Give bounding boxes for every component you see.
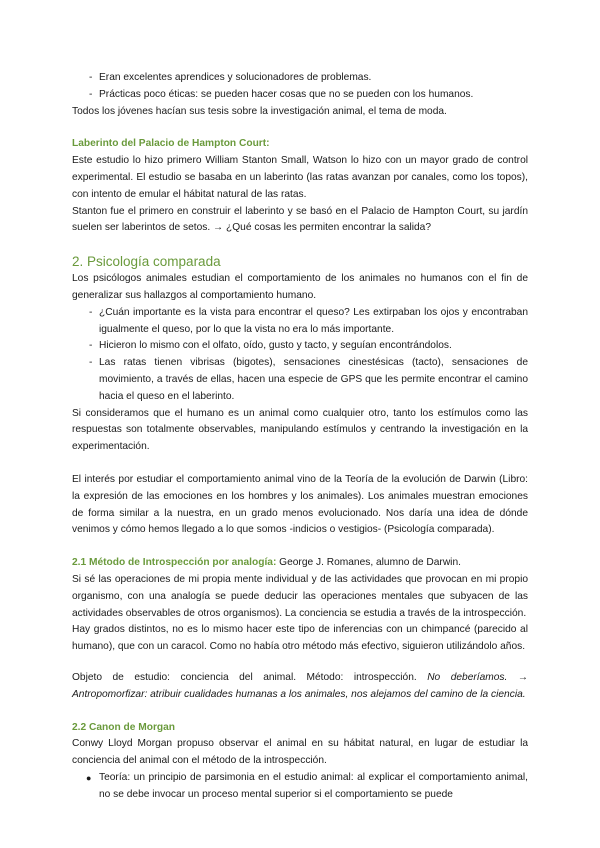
list-item-text: Eran excelentes aprendices y solucionadores de problemas. (99, 72, 372, 83)
paragraph: Si sé las operaciones de mi propia mente individual y de las actividades que provocan en mi propio organismo, con una analogía se puede deducir las operaciones mentales que subyacen de las actividades observables de otros organismos). La conciencia se estudia a través de la introspección. (72, 573, 528, 619)
metodo-heading-rest: George J. Romanes, alumno de Darwin. (276, 557, 461, 569)
top-list (72, 70, 528, 104)
paragraph: Conwy Lloyd Morgan propuso observar el animal en su hábitat natural, en lugar de estudiar la conciencia del animal con el método de la introspección. (72, 738, 528, 767)
paragraph-objeto (72, 670, 528, 704)
list-item (72, 70, 528, 87)
dash-marker: - (89, 88, 93, 100)
dash-marker: - (89, 72, 93, 83)
psicologia-list (72, 305, 528, 406)
paragraph: Este estudio lo hizo primero William Stanton Small, Watson lo hizo con un mayor grado de control experimental. El estudio se basaba en un laberinto (las ratas avanzan por canales, como los topos), con intento de emular el hábitat natural de las ratas. (72, 155, 528, 200)
dash-marker: - (89, 357, 93, 369)
list-item (72, 355, 528, 405)
list-item (72, 770, 528, 804)
paragraph: El interés por estudiar el comportamiento animal vino de la Teoría de la evolución de Darwin (Libro: la expresión de las emociones en los hombres y los animales). Los animales muestran emociones de forma similar a la nuestra, en un grado menos evolucionado. Nos daría una idea de dónde venimos y cómo hemos llegado a lo que somos -indicios o vestigios- (Psicología comparada). (72, 473, 528, 536)
list-item (72, 87, 528, 104)
section-heading-laberinto: Laberinto del Palacio de Hampton Court: (72, 138, 270, 150)
bullet-marker: ● (86, 772, 92, 783)
objeto-italic-text: No deberíamos. → Antropomorfizar: atribuir cualidades humanas a los animales, nos alejamos del camino de la ciencia. (72, 671, 529, 700)
paragraph: Si consideramos que el humano es un animal como cualquier otro, tanto los estímulos como las respuestas son totalmente observables, manipulando estímulos y centrando la investigación en la experimentación. (72, 407, 528, 453)
list-item-text: Las ratas tienen vibrisas (bigotes), sensaciones cinestésicas (tacto), sensaciones de movimiento, a través de ellas, hacen una especie de GPS que les permite encontrar el camino hacia el queso en el laberinto. (99, 357, 528, 402)
list-item (72, 338, 528, 355)
list-item-text: ¿Cuán importante es la vista para encontrar el queso? Les extirpaban los ojos y encontraban igualmente el queso, por lo que la vista no era lo más importante. (99, 306, 528, 335)
canon-list (72, 770, 528, 804)
objeto-text: Objeto de estudio: conciencia del animal. Método: introspección. (72, 671, 428, 683)
paragraph: Todos los jóvenes hacían sus tesis sobre la investigación animal, el tema de moda. (72, 105, 447, 117)
list-item-text: Prácticas poco éticas: se pueden hacer cosas que no se pueden con los humanos. (99, 88, 474, 100)
dash-marker: - (89, 340, 93, 352)
section-heading-psicologia: 2. Psicología comparada (72, 254, 221, 270)
list-item (72, 305, 528, 339)
paragraph: Stanton fue el primero en construir el laberinto y se basó en el Palacio de Hampton Court, su jardín suelen ser laberintos de setos. → ¿Qué cosas les permiten encontrar la salida? (72, 205, 528, 234)
dash-marker: - (89, 306, 93, 318)
section-heading-canon: 2.2 Canon de Morgan (72, 721, 176, 733)
list-item-text: Hicieron lo mismo con el olfato, oído, gusto y tacto, y seguían encontrándolos. (99, 340, 452, 352)
paragraph: Hay grados distintos, no es lo mismo hacer este tipo de inferencias con un chimpancé (parecido al humano), que con un caracol. Como no había otro método más efectivo, siguieron utilizándolo años. (72, 624, 528, 653)
paragraph: Los psicólogos animales estudian el comportamiento de los animales no humanos con el fin de generalizar sus hallazgos al comportamiento humano. (72, 273, 528, 301)
list-item-text: Teoría: un principio de parsimonia en el estudio animal: al explicar el comportamiento animal, no se debe invocar un proceso mental superior si el comportamiento se puede (99, 771, 528, 800)
section-heading-metodo (72, 555, 528, 572)
metodo-heading-label: 2.1 Método de Introspección por analogía: (72, 557, 277, 569)
